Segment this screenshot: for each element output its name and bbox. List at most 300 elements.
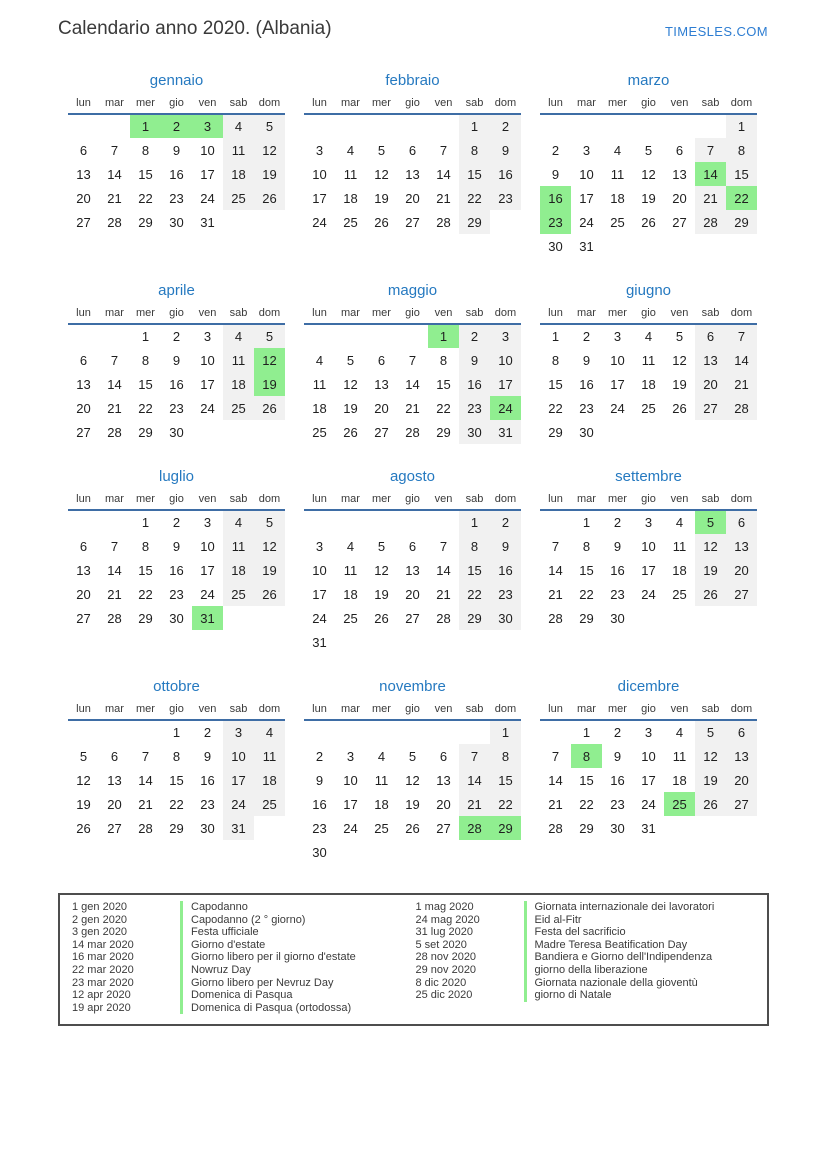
day-cell: 16 bbox=[540, 186, 571, 210]
day-cell: 17 bbox=[223, 768, 254, 792]
day-cell: 21 bbox=[548, 796, 563, 812]
holiday-date: 25 dic 2020 bbox=[415, 989, 473, 1002]
empty-cell bbox=[366, 630, 397, 654]
legend-row bbox=[70, 964, 414, 977]
weekday-header: lun bbox=[548, 703, 563, 715]
day-cell: 3 bbox=[203, 329, 212, 344]
empty-cell bbox=[366, 324, 397, 348]
month-aprile bbox=[68, 282, 285, 444]
day-cell: 4 bbox=[223, 114, 254, 138]
holiday-marker bbox=[524, 964, 527, 977]
day-cell: 21 bbox=[436, 586, 451, 602]
day-cell: 13 bbox=[374, 376, 389, 392]
brand-link[interactable]: TIMESLES.COM bbox=[664, 24, 768, 39]
day-cell: 15 bbox=[459, 162, 490, 186]
weekday-header: lun bbox=[548, 307, 563, 319]
weekday-header: sab bbox=[465, 493, 484, 505]
day-cell: 5 bbox=[254, 324, 285, 348]
months-grid bbox=[68, 72, 757, 864]
day-cell: 21 bbox=[107, 190, 122, 206]
holiday-name: giorno della liberazione bbox=[534, 963, 648, 976]
day-cell: 18 bbox=[343, 586, 358, 602]
day-cell: 16 bbox=[610, 562, 625, 578]
holiday-date: 31 lug 2020 bbox=[415, 926, 473, 939]
empty-cell bbox=[99, 510, 130, 534]
empty-cell bbox=[99, 720, 130, 744]
day-cell: 12 bbox=[374, 562, 389, 578]
legend-row bbox=[414, 926, 758, 939]
day-cell: 6 bbox=[377, 352, 386, 368]
day-cell: 4 bbox=[223, 510, 254, 534]
empty-cell bbox=[397, 114, 428, 138]
day-cell: 28 bbox=[548, 610, 563, 626]
empty-cell bbox=[397, 324, 428, 348]
holiday-name: Domenica di Pasqua bbox=[191, 989, 293, 1002]
legend-column-left bbox=[70, 901, 414, 1014]
day-cell: 12 bbox=[672, 352, 687, 368]
empty-cell bbox=[726, 606, 757, 630]
month-dicembre bbox=[540, 678, 757, 840]
day-cell: 17 bbox=[200, 562, 215, 578]
day-cell: 1 bbox=[172, 725, 181, 740]
day-cell: 7 bbox=[551, 538, 560, 554]
weekday-header: sab bbox=[465, 703, 484, 715]
day-cell: 23 bbox=[579, 400, 594, 416]
empty-cell bbox=[68, 720, 99, 744]
day-cell: 4 bbox=[315, 352, 324, 368]
day-cell: 21 bbox=[138, 796, 153, 812]
weekday-header: mar bbox=[577, 307, 596, 319]
weekday-header: gio bbox=[405, 307, 420, 319]
weekday-header: sab bbox=[701, 307, 720, 319]
day-cell: 7 bbox=[110, 142, 119, 158]
day-cell: 18 bbox=[641, 376, 656, 392]
day-cell: 20 bbox=[374, 400, 389, 416]
month-table bbox=[304, 703, 521, 864]
day-cell: 22 bbox=[548, 400, 563, 416]
day-cell: 19 bbox=[405, 796, 420, 812]
day-cell: 2 bbox=[490, 114, 521, 138]
day-cell: 25 bbox=[254, 792, 285, 816]
day-cell: 8 bbox=[726, 138, 757, 162]
holiday-marker bbox=[524, 951, 527, 964]
day-cell: 22 bbox=[436, 400, 451, 416]
day-cell: 28 bbox=[405, 424, 420, 440]
holiday-date: 8 dic 2020 bbox=[415, 976, 467, 989]
empty-cell bbox=[726, 420, 757, 444]
day-cell: 25 bbox=[641, 400, 656, 416]
day-cell: 11 bbox=[223, 138, 254, 162]
day-cell: 26 bbox=[254, 396, 285, 420]
weekday-header: sab bbox=[701, 703, 720, 715]
day-cell: 19 bbox=[254, 372, 285, 396]
month-title: gennaio bbox=[149, 72, 204, 89]
weekday-header: mar bbox=[341, 493, 360, 505]
day-cell: 25 bbox=[343, 214, 358, 230]
weekday-header: lun bbox=[312, 493, 327, 505]
empty-cell bbox=[459, 720, 490, 744]
day-cell: 18 bbox=[672, 562, 687, 578]
holiday-marker bbox=[180, 901, 183, 914]
empty-cell bbox=[540, 720, 571, 744]
legend-row bbox=[70, 951, 414, 964]
day-cell: 29 bbox=[138, 610, 153, 626]
empty-cell bbox=[366, 720, 397, 744]
weekday-header: gio bbox=[641, 703, 656, 715]
day-cell: 2 bbox=[172, 515, 181, 530]
day-cell: 16 bbox=[459, 372, 490, 396]
day-cell: 23 bbox=[610, 586, 625, 602]
holiday-marker bbox=[180, 939, 183, 952]
day-cell: 20 bbox=[726, 768, 757, 792]
day-cell: 29 bbox=[138, 424, 153, 440]
day-cell: 12 bbox=[374, 166, 389, 182]
day-cell: 1 bbox=[459, 510, 490, 534]
month-title: aprile bbox=[158, 282, 195, 299]
day-cell: 17 bbox=[579, 190, 594, 206]
weekday-header: dom bbox=[730, 307, 753, 319]
holiday-name: Domenica di Pasqua (ortodossa) bbox=[191, 1001, 352, 1014]
legend-row bbox=[414, 939, 758, 952]
empty-cell bbox=[254, 816, 285, 840]
day-cell: 11 bbox=[223, 534, 254, 558]
day-cell: 9 bbox=[203, 748, 212, 764]
day-cell: 10 bbox=[490, 348, 521, 372]
day-cell: 11 bbox=[223, 348, 254, 372]
day-cell: 7 bbox=[459, 744, 490, 768]
day-cell: 15 bbox=[436, 376, 451, 392]
day-cell: 2 bbox=[613, 725, 622, 740]
day-cell: 18 bbox=[374, 796, 389, 812]
day-cell: 18 bbox=[610, 190, 625, 206]
day-cell: 14 bbox=[548, 772, 563, 788]
day-cell: 17 bbox=[641, 772, 656, 788]
day-cell: 2 bbox=[459, 324, 490, 348]
empty-cell bbox=[428, 510, 459, 534]
day-cell: 10 bbox=[312, 166, 327, 182]
month-title: giugno bbox=[625, 282, 672, 299]
empty-cell bbox=[99, 114, 130, 138]
day-cell: 24 bbox=[200, 400, 215, 416]
day-cell: 12 bbox=[254, 348, 285, 372]
day-cell: 4 bbox=[377, 748, 386, 764]
day-cell: 8 bbox=[172, 748, 181, 764]
month-table bbox=[540, 307, 757, 444]
empty-cell bbox=[695, 606, 726, 630]
day-cell: 12 bbox=[254, 138, 285, 162]
day-cell: 20 bbox=[726, 558, 757, 582]
day-cell: 7 bbox=[110, 538, 119, 554]
day-cell: 29 bbox=[726, 210, 757, 234]
weekday-header: ven bbox=[434, 703, 453, 715]
weekday-header: ven bbox=[670, 97, 689, 109]
day-cell: 20 bbox=[672, 190, 687, 206]
day-cell: 22 bbox=[138, 190, 153, 206]
legend-row bbox=[70, 977, 414, 990]
day-cell: 17 bbox=[641, 562, 656, 578]
month-title: luglio bbox=[158, 468, 195, 485]
day-cell: 30 bbox=[200, 820, 215, 836]
day-cell: 18 bbox=[672, 772, 687, 788]
day-cell: 6 bbox=[726, 510, 757, 534]
weekday-header: lun bbox=[312, 97, 327, 109]
weekday-header: sab bbox=[229, 307, 248, 319]
weekday-header: mar bbox=[341, 97, 360, 109]
day-cell: 14 bbox=[548, 562, 563, 578]
day-cell: 3 bbox=[582, 142, 591, 158]
weekday-header: mar bbox=[577, 97, 596, 109]
empty-cell bbox=[459, 630, 490, 654]
day-cell: 21 bbox=[107, 400, 122, 416]
holiday-marker bbox=[524, 939, 527, 952]
day-cell: 31 bbox=[223, 816, 254, 840]
day-cell: 30 bbox=[579, 424, 594, 440]
weekday-header: sab bbox=[229, 703, 248, 715]
day-cell: 4 bbox=[254, 720, 285, 744]
day-cell: 22 bbox=[459, 186, 490, 210]
empty-cell bbox=[397, 510, 428, 534]
empty-cell bbox=[254, 606, 285, 630]
day-cell: 6 bbox=[408, 538, 417, 554]
day-cell: 29 bbox=[138, 214, 153, 230]
holiday-marker bbox=[524, 914, 527, 927]
month-table bbox=[68, 703, 285, 840]
weekday-header: mar bbox=[341, 703, 360, 715]
day-cell: 13 bbox=[672, 166, 687, 182]
day-cell: 14 bbox=[436, 562, 451, 578]
legend-row bbox=[414, 901, 758, 914]
holiday-date: 22 mar 2020 bbox=[72, 963, 134, 976]
day-cell: 3 bbox=[315, 538, 324, 554]
weekday-header: mar bbox=[105, 97, 124, 109]
day-cell: 14 bbox=[726, 348, 757, 372]
day-cell: 20 bbox=[405, 586, 420, 602]
day-cell: 3 bbox=[644, 515, 653, 530]
weekday-header: ven bbox=[198, 97, 217, 109]
weekday-header: mer bbox=[136, 307, 155, 319]
empty-cell bbox=[335, 630, 366, 654]
day-cell: 8 bbox=[459, 138, 490, 162]
holiday-date: 28 nov 2020 bbox=[415, 951, 477, 964]
day-cell: 13 bbox=[405, 562, 420, 578]
day-cell: 25 bbox=[312, 424, 327, 440]
day-cell: 15 bbox=[490, 768, 521, 792]
empty-cell bbox=[254, 420, 285, 444]
day-cell: 26 bbox=[695, 582, 726, 606]
weekday-header: dom bbox=[494, 97, 517, 109]
holiday-name: Giorno d'estate bbox=[191, 938, 266, 951]
day-cell: 11 bbox=[672, 538, 687, 554]
day-cell: 22 bbox=[459, 582, 490, 606]
holiday-name: Eid al-Fitr bbox=[534, 913, 582, 926]
weekday-header: sab bbox=[701, 493, 720, 505]
month-title: maggio bbox=[387, 282, 438, 299]
day-cell: 10 bbox=[579, 166, 594, 182]
day-cell: 29 bbox=[579, 820, 594, 836]
empty-cell bbox=[223, 210, 254, 234]
day-cell: 16 bbox=[490, 162, 521, 186]
day-cell: 3 bbox=[192, 114, 223, 138]
empty-cell bbox=[633, 420, 664, 444]
weekday-header: lun bbox=[548, 97, 563, 109]
day-cell: 10 bbox=[641, 748, 656, 764]
day-cell: 8 bbox=[141, 352, 150, 368]
day-cell: 30 bbox=[548, 238, 563, 254]
day-cell: 30 bbox=[610, 610, 625, 626]
month-title: dicembre bbox=[617, 678, 680, 695]
day-cell: 6 bbox=[110, 748, 119, 764]
day-cell: 9 bbox=[582, 352, 591, 368]
empty-cell bbox=[366, 510, 397, 534]
day-cell: 24 bbox=[223, 792, 254, 816]
month-title: ottobre bbox=[153, 678, 200, 695]
weekday-header: gio bbox=[169, 97, 184, 109]
empty-cell bbox=[459, 840, 490, 864]
day-cell: 27 bbox=[726, 792, 757, 816]
day-cell: 9 bbox=[172, 352, 181, 368]
day-cell: 10 bbox=[641, 538, 656, 554]
day-cell: 5 bbox=[79, 748, 88, 764]
weekday-header: sab bbox=[229, 493, 248, 505]
day-cell: 31 bbox=[490, 420, 521, 444]
holiday-name: Festa ufficiale bbox=[191, 926, 259, 939]
weekday-header: ven bbox=[434, 97, 453, 109]
day-cell: 1 bbox=[459, 114, 490, 138]
day-cell: 25 bbox=[664, 792, 695, 816]
day-cell: 1 bbox=[141, 329, 150, 344]
day-cell: 19 bbox=[695, 768, 726, 792]
day-cell: 9 bbox=[172, 142, 181, 158]
day-cell: 11 bbox=[312, 376, 327, 392]
holiday-marker bbox=[180, 926, 183, 939]
day-cell: 19 bbox=[672, 376, 687, 392]
day-cell: 24 bbox=[200, 586, 215, 602]
day-cell: 8 bbox=[551, 352, 560, 368]
weekday-header: mar bbox=[105, 493, 124, 505]
day-cell: 26 bbox=[76, 820, 91, 836]
legend-row bbox=[414, 964, 758, 977]
day-cell: 6 bbox=[408, 142, 417, 158]
day-cell: 29 bbox=[169, 820, 184, 836]
empty-cell bbox=[695, 420, 726, 444]
day-cell: 23 bbox=[459, 396, 490, 420]
legend-row bbox=[70, 926, 414, 939]
day-cell: 25 bbox=[672, 586, 687, 602]
month-settembre bbox=[540, 468, 757, 630]
day-cell: 28 bbox=[436, 214, 451, 230]
empty-cell bbox=[366, 840, 397, 864]
weekday-header: gio bbox=[405, 97, 420, 109]
day-cell: 26 bbox=[254, 186, 285, 210]
holiday-marker bbox=[180, 1002, 183, 1015]
weekday-header: gio bbox=[405, 493, 420, 505]
month-title: marzo bbox=[627, 72, 670, 89]
day-cell: 12 bbox=[695, 744, 726, 768]
empty-cell bbox=[304, 114, 335, 138]
day-cell: 22 bbox=[579, 796, 594, 812]
month-agosto bbox=[304, 468, 521, 654]
empty-cell bbox=[335, 114, 366, 138]
day-cell: 17 bbox=[490, 372, 521, 396]
weekday-header: gio bbox=[169, 307, 184, 319]
legend-row bbox=[70, 901, 414, 914]
empty-cell bbox=[335, 720, 366, 744]
day-cell: 7 bbox=[726, 324, 757, 348]
day-cell: 11 bbox=[343, 562, 358, 578]
holiday-marker bbox=[180, 951, 183, 964]
weekday-header: ven bbox=[434, 493, 453, 505]
day-cell: 22 bbox=[138, 586, 153, 602]
day-cell: 6 bbox=[79, 538, 88, 554]
month-giugno bbox=[540, 282, 757, 444]
weekday-header: ven bbox=[434, 307, 453, 319]
day-cell: 12 bbox=[695, 534, 726, 558]
day-cell: 14 bbox=[459, 768, 490, 792]
day-cell: 29 bbox=[548, 424, 563, 440]
day-cell: 8 bbox=[141, 538, 150, 554]
holiday-name: Capodanno (2 ° giorno) bbox=[191, 913, 306, 926]
day-cell: 13 bbox=[76, 376, 91, 392]
weekday-header: mar bbox=[105, 307, 124, 319]
month-title: agosto bbox=[389, 468, 436, 485]
month-marzo bbox=[540, 72, 757, 258]
weekday-header: lun bbox=[76, 703, 91, 715]
month-title: novembre bbox=[379, 678, 446, 695]
day-cell: 3 bbox=[490, 324, 521, 348]
holiday-date: 2 gen 2020 bbox=[72, 913, 128, 926]
day-cell: 14 bbox=[405, 376, 420, 392]
day-cell: 1 bbox=[551, 329, 560, 344]
day-cell: 6 bbox=[79, 352, 88, 368]
holiday-name: Bandiera e Giorno dell'Indipendenza bbox=[534, 951, 713, 964]
month-ottobre bbox=[68, 678, 285, 840]
holiday-name: Giorno libero per il giorno d'estate bbox=[191, 951, 356, 964]
day-cell: 14 bbox=[107, 376, 122, 392]
weekday-header: sab bbox=[701, 97, 720, 109]
day-cell: 5 bbox=[254, 510, 285, 534]
weekday-header: dom bbox=[258, 493, 281, 505]
weekday-header: mer bbox=[136, 703, 155, 715]
day-cell: 15 bbox=[138, 166, 153, 182]
day-cell: 3 bbox=[223, 720, 254, 744]
legend-row bbox=[70, 1002, 414, 1015]
holiday-marker bbox=[524, 926, 527, 939]
day-cell: 13 bbox=[726, 744, 757, 768]
weekday-header: gio bbox=[641, 493, 656, 505]
empty-cell bbox=[695, 816, 726, 840]
day-cell: 28 bbox=[548, 820, 563, 836]
day-cell: 15 bbox=[579, 772, 594, 788]
month-table bbox=[68, 307, 285, 444]
weekday-header: ven bbox=[670, 703, 689, 715]
empty-cell bbox=[540, 510, 571, 534]
empty-cell bbox=[602, 420, 633, 444]
day-cell: 16 bbox=[169, 562, 184, 578]
day-cell: 24 bbox=[641, 586, 656, 602]
holiday-marker bbox=[524, 977, 527, 990]
month-febbraio bbox=[304, 72, 521, 234]
day-cell: 25 bbox=[610, 214, 625, 230]
day-cell: 30 bbox=[610, 820, 625, 836]
day-cell: 1 bbox=[428, 324, 459, 348]
empty-cell bbox=[428, 114, 459, 138]
day-cell: 6 bbox=[726, 720, 757, 744]
day-cell: 10 bbox=[312, 562, 327, 578]
day-cell: 2 bbox=[172, 329, 181, 344]
day-cell: 29 bbox=[459, 210, 490, 234]
day-cell: 19 bbox=[76, 796, 91, 812]
day-cell: 3 bbox=[203, 515, 212, 530]
